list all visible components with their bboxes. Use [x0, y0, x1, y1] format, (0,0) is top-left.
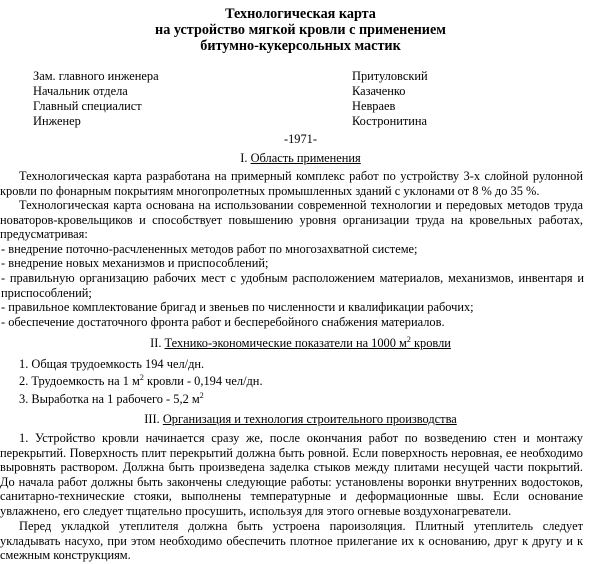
- section-3-number: III.: [144, 412, 160, 426]
- signatory-position: Зам. главного инженера: [33, 69, 159, 83]
- indicator-3-text: 3. Выработка на 1 рабочего - 5,2 м: [19, 392, 200, 406]
- section-2-heading: [0, 336, 601, 351]
- section-1-number: I.: [240, 151, 248, 165]
- section-3-title: Организация и технология строительного производства: [162, 412, 457, 426]
- document-title-line-2: на устройство мягкой кровли с применением: [155, 22, 446, 38]
- section-1-bullet: - правильную организацию рабочих мест с удобным расположением материалов, механизмов, инвентаря и приспособлений;: [1, 271, 584, 300]
- indicator-2-superscript: 2: [139, 373, 144, 382]
- indicator-2-suffix: кровли - 0,194 чел/дн.: [143, 374, 263, 388]
- section-1-paragraph-1: Технологическая карта разработана на примерный комплекс работ по устройству 3-х слойной рулонной кровли по фонарным покрытиям многопролетных промышленных зданий с уклонами от 8 % до 35 %.: [0, 169, 583, 198]
- section-1-bullet: - внедрение новых механизмов и приспособлений;: [1, 256, 269, 270]
- section-2-number: II.: [150, 336, 162, 350]
- signatory-name: Притуловский: [352, 69, 428, 83]
- signatory-name: Невраев: [352, 99, 396, 113]
- section-1-bullet: - внедрение поточно-расчлененных методов работ по многозахватной системе;: [1, 242, 418, 256]
- indicator-3: [19, 392, 204, 407]
- signatory-name: Казаченко: [352, 84, 406, 98]
- indicator-2-text: 2. Трудоемкость на 1 м: [19, 374, 140, 388]
- section-2-title-text: Технико-экономические показатели на 1000 м: [164, 336, 407, 350]
- signatory-position: Начальник отдела: [33, 84, 128, 98]
- signatory-name: Костронитина: [352, 114, 428, 128]
- indicator-2: [19, 374, 263, 389]
- section-2-title-suffix: кровли: [410, 336, 451, 350]
- section-1-bullet: - обеспечение достаточного фронта работ и бесперебойного снабжения материалов.: [1, 315, 445, 329]
- indicator-1: 1. Общая трудоемкость 194 чел/дн.: [19, 357, 205, 371]
- section-2-title: [165, 336, 451, 350]
- document-title-line-3: битумно-кукерсольных мастик: [200, 38, 401, 54]
- section-1-paragraph-2: Технологическая карта основана на использовании современной технологии и передовых методов труда новаторов-кровельщиков и способствует повышению уровня организации труда на кровельных работах, предусматривая:: [0, 198, 583, 242]
- indicator-3-superscript: 2: [199, 391, 204, 400]
- section-1-heading: [0, 151, 601, 166]
- section-2-title-superscript: 2: [406, 335, 411, 344]
- signatory-position: Инженер: [33, 114, 81, 128]
- signatory-position: Главный специалист: [33, 99, 142, 113]
- document-year: -1971-: [283, 132, 318, 146]
- section-3-paragraph-1: 1. Устройство кровли начинается сразу же, после окончания работ по возведению стен и монтажу перекрытий. Поверхность плит перекрытий должна быть ровной. Если поверхность неровная, ее необходимо выровнять раствором. Должна быть произведена заделка стыков между плитами несущей части покрытий. До начала работ должны быть закончены следующие работы: установлены воронки внутренних водостоков, санитарно-технические стояки, выполнены температурные и деформационные швы. Если основание увлажнено, его следует тщательно просушить, используя для этого огневые воздухонагреватели.: [0, 431, 583, 518]
- document-title-line-1: Технологическая карта: [225, 6, 376, 22]
- section-3-paragraph-2: Перед укладкой утеплителя должна быть устроена пароизоляция. Плитный утеплитель следует укладывать насухо, при этом необходимо обеспечить плотное прилегание их к основанию, друг к другу и к смежным конструкциям.: [0, 519, 583, 563]
- section-1-bullet: - правильное комплектование бригад и звеньев по численности и квалификации рабочих;: [1, 300, 474, 314]
- section-3-heading: [0, 412, 601, 427]
- section-1-title: Область применения: [250, 151, 361, 165]
